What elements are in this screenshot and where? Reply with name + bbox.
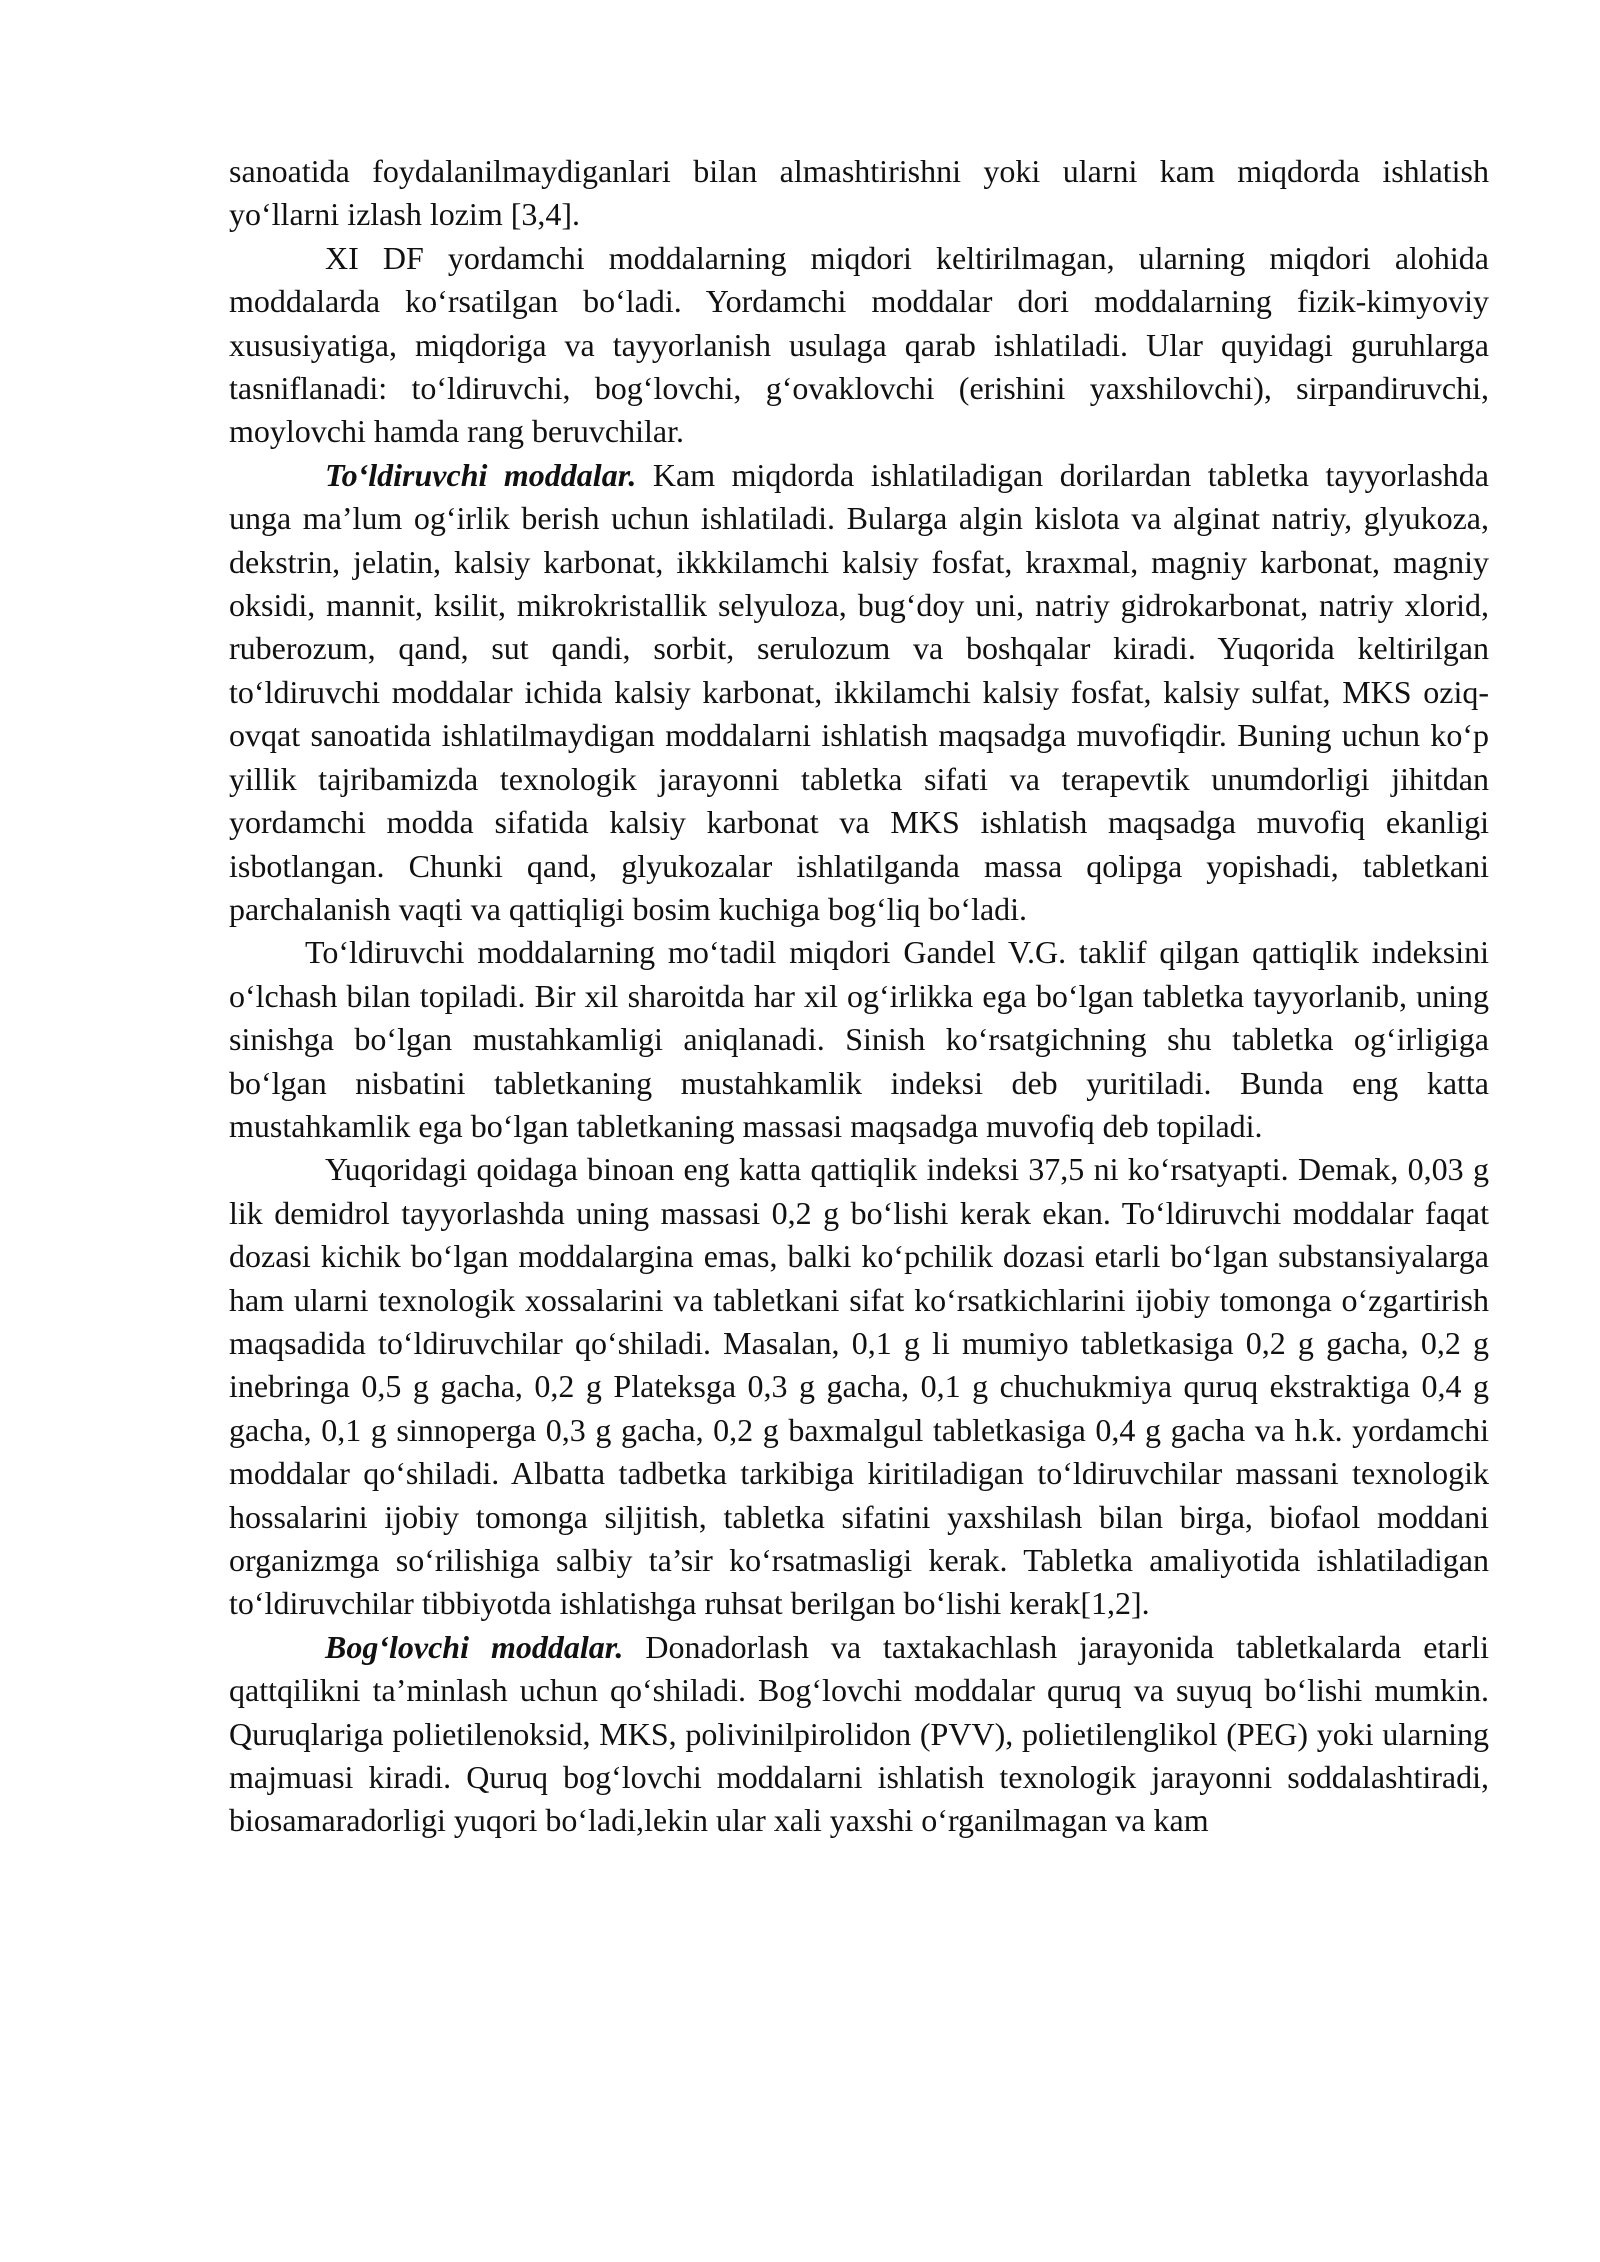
paragraph-auxiliary-substances-intro: XI DF yordamchi moddalarning miqdori keltirilmagan, ularning miqdori alohida moddalarda ko‘rsatilgan bo‘ladi. Yordamchi moddalar dori moddalarning fizik-kimyoviy xususiyatiga, miqdoriga va tayyorlanish usulaga qarab ishlatiladi. Ular quyidagi guruhlarga tasniflanadi: to‘ldiruvchi, bog‘lovchi, g‘ovaklovchi (erishini yaxshilovchi), sirpandiruvchi, moylovchi hamda rang beruvchilar.: [229, 239, 1489, 450]
paragraph-hardness-index: To‘ldiruvchi moddalarning mo‘tadil miqdori Gandel V.G. taklif qilgan qattiqlik indeksini o‘lchash bilan topiladi. Bir xil sharoitda har xil og‘irlikka ega bo‘lgan tabletka tayyorlanib, uning sinishga bo‘lgan mustahkamligi aniqlanadi. Sinish ko‘rsatgichning shu tabletka og‘irligiga bo‘lgan nisbatini tabletkaning mustahkamlik indeksi deb yuritiladi. Bunda eng katta mustahkamlik ega bo‘lgan tabletkaning massasi maqsadga muvofiq deb topiladi.: [229, 934, 1489, 1144]
paragraph-binders: [229, 1626, 1489, 1843]
paragraph-fillers: [229, 454, 1489, 931]
paragraph-filler-quantities: Yuqoridagi qoidaga binoan eng katta qattiqlik indeksi 37,5 ni ko‘rsatyapti. Demak, 0,03 g lik demidrol tayyorlashda uning massasi 0,2 g bo‘lishi kerak ekan. To‘ldiruvchi moddalar faqat dozasi kichik bo‘lgan moddalargina emas, balki ko‘pchilik dozasi etarli bo‘lgan substansiyalarga ham ularni texnologik xossalarini va tabletkani sifat ko‘rsatkichlarini ijobiy tomonga o‘zgartirish maqsadida to‘ldiruvchilar qo‘shiladi. Masalan, 0,1 g li mumiyo tabletkasiga 0,2 g gacha, 0,2 g inebringa 0,5 g gacha, 0,2 g Plateksga 0,3 g gacha, 0,1 g chuchukmiya quruq ekstraktiga 0,4 g gacha, 0,1 g sinnoperga 0,3 g gacha, 0,2 g baxmalgul tabletkasiga 0,4 g gacha va h.k. yordamchi moddalar qo‘shiladi. Albatta tadbetka tarkibiga kiritiladigan to‘ldiruvchilar massani texnologik hossalarini ijobiy tomonga siljitish, tabletka sifatini yaxshilash bilan birga, biofaol moddani organizmga so‘rilishiga salbiy ta’sir ko‘rsatmasligi kerak. Tabletka amaliyotida ishlatiladigan to‘ldiruvchilar tibbiyotda ishlatishga ruhsat berilgan bo‘lishi kerak[1,2].: [229, 1151, 1489, 1622]
section-heading-binders: Bog‘lovchi moddalar.: [325, 1628, 624, 1665]
section-heading-fillers: To‘ldiruvchi moddalar.: [325, 456, 637, 493]
document-page: [229, 150, 1489, 1843]
paragraph-fillers-body: Kam miqdorda ishlatiladigan dorilardan tabletka tayyorlashda unga ma’lum og‘irlik berish uchun ishlatiladi. Bularga algin kislota va alginat natriy, glyukoza, dekstrin, jelatin, kalsiy karbonat, ikkkilamchi kalsiy fosfat, kraxmal, magniy karbonat, magniy oksidi, mannit, ksilit, mikrokristallik selyuloza, bug‘doy uni, natriy gidrokarbonat, natriy xlorid, ruberozum, qand, sut qandi, sorbit, serulozum va boshqalar kiradi. Yuqorida keltirilgan to‘ldiruvchi moddalar ichida kalsiy karbonat, ikkilamchi kalsiy fosfat, kalsiy sulfat, MKS oziq-ovqat sanoatida ishlatilmaydigan moddalarni ishlatish maqsadga muvofiqdir. Buning uchun ko‘p yillik tajribamizda texnologik jarayonni tabletka sifati va terapevtik unumdorligi jihitdan yordamchi modda sifatida kalsiy karbonat va MKS ishlatish maqsadga muvofiq ekanligi isbotlangan. Chunki qand, glyukozalar ishlatilganda massa qolipga yopishadi, tabletkani parchalanish vaqti va qattiqligi bosim kuchiga bog‘liq bo‘ladi.: [229, 456, 1489, 927]
paragraph-binders-body: Donadorlash va taxtakachlash jarayonida tabletkalarda etarli qattqilikni ta’minlash uchun qo‘shiladi. Bog‘lovchi moddalar quruq va suyuq bo‘lishi mumkin. Quruqlariga polietilenoksid, MKS, polivinilpirolidon (PVV), polietilenglikol (PEG) yoki ularning majmuasi kiradi. Quruq bog‘lovchi moddalarni ishlatish texnologik jarayonni soddalashtiradi, biosamaradorligi yuqori bo‘ladi,lekin ular xali yaxshi o‘rganilmagan va kam: [229, 1628, 1489, 1839]
paragraph-continuation: sanoatida foydalanilmaydiganlari bilan almashtirishni yoki ularni kam miqdorda ishlatish yo‘llarni izlash lozim [3,4].: [229, 153, 1489, 233]
